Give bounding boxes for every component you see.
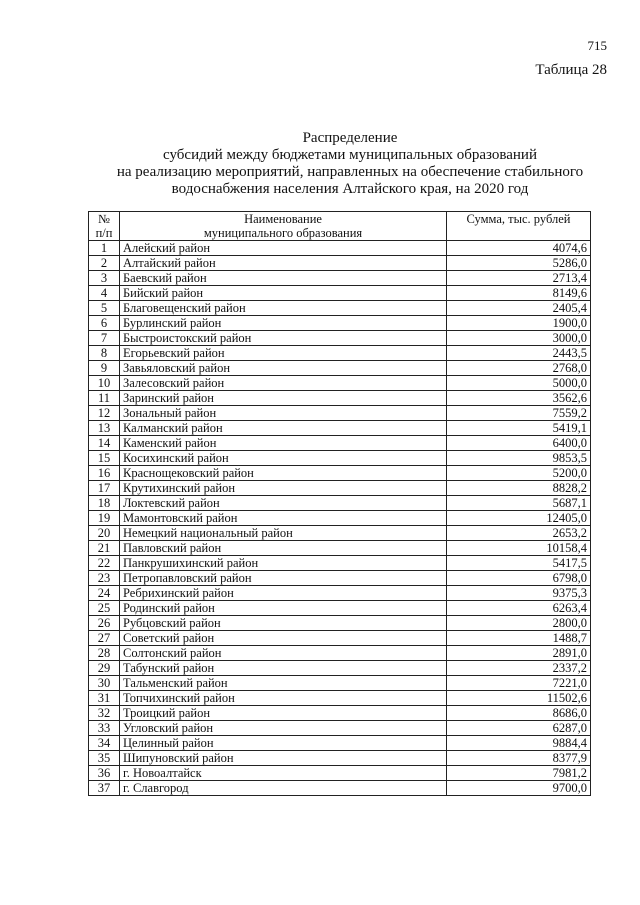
header-number (89, 212, 120, 241)
row-number: 7 (89, 331, 120, 346)
table-row (89, 736, 591, 751)
table-row (89, 556, 591, 571)
row-name: Егорьевский район (120, 346, 447, 361)
row-number: 25 (89, 601, 120, 616)
row-number: 12 (89, 406, 120, 421)
table-row (89, 766, 591, 781)
row-sum: 6287,0 (447, 721, 591, 736)
row-sum: 3000,0 (447, 331, 591, 346)
table-row (89, 646, 591, 661)
row-number: 15 (89, 451, 120, 466)
row-sum: 11502,6 (447, 691, 591, 706)
table-row (89, 271, 591, 286)
table-row (89, 256, 591, 271)
row-number: 24 (89, 586, 120, 601)
row-sum: 2337,2 (447, 661, 591, 676)
title-line: водоснабжения населения Алтайского края, на 2020 год (171, 181, 529, 197)
row-number: 2 (89, 256, 120, 271)
row-name: Угловский район (120, 721, 447, 736)
row-name: Немецкий национальный район (120, 526, 447, 541)
row-name: Рубцовский район (120, 616, 447, 631)
row-name: Шипуновский район (120, 751, 447, 766)
row-name: Благовещенский район (120, 301, 447, 316)
row-sum: 5419,1 (447, 421, 591, 436)
row-number: 31 (89, 691, 120, 706)
row-number: 5 (89, 301, 120, 316)
row-sum: 6798,0 (447, 571, 591, 586)
row-number: 19 (89, 511, 120, 526)
table-row (89, 601, 591, 616)
header-sum: Сумма, тыс. рублей (447, 212, 591, 241)
row-sum: 2891,0 (447, 646, 591, 661)
table-row (89, 406, 591, 421)
row-name: Заринский район (120, 391, 447, 406)
table-row (89, 751, 591, 766)
row-number: 10 (89, 376, 120, 391)
row-sum: 9375,3 (447, 586, 591, 601)
row-number: 14 (89, 436, 120, 451)
table-row (89, 511, 591, 526)
header-name-line2: муниципального образования (203, 226, 363, 240)
row-name: Табунский район (120, 661, 447, 676)
row-name: Панкрушихинский район (120, 556, 447, 571)
header-name (120, 212, 447, 241)
row-name: Родинский район (120, 601, 447, 616)
row-sum: 4074,6 (447, 241, 591, 256)
table-row (89, 496, 591, 511)
row-name: Завьяловский район (120, 361, 447, 376)
row-sum: 6400,0 (447, 436, 591, 451)
row-number: 13 (89, 421, 120, 436)
table-row (89, 481, 591, 496)
row-name: Солтонский район (120, 646, 447, 661)
row-name: Ребрихинский район (120, 586, 447, 601)
row-number: 20 (89, 526, 120, 541)
title-line: субсидий между бюджетами муниципальных образований (163, 147, 537, 163)
table-row (89, 631, 591, 646)
title-line: на реализацию мероприятий, направленных на обеспечение стабильного (116, 164, 584, 180)
row-number: 9 (89, 361, 120, 376)
row-sum: 9853,5 (447, 451, 591, 466)
row-sum: 5687,1 (447, 496, 591, 511)
row-sum: 10158,4 (447, 541, 591, 556)
row-sum: 9884,4 (447, 736, 591, 751)
table-row (89, 676, 591, 691)
table-row (89, 706, 591, 721)
row-number: 34 (89, 736, 120, 751)
row-sum: 8377,9 (447, 751, 591, 766)
row-name: Баевский район (120, 271, 447, 286)
table-row (89, 781, 591, 796)
row-name: Павловский район (120, 541, 447, 556)
row-sum: 5200,0 (447, 466, 591, 481)
table-header-row (89, 212, 591, 241)
row-sum: 9700,0 (447, 781, 591, 796)
row-number: 29 (89, 661, 120, 676)
table-row (89, 376, 591, 391)
table-row (89, 241, 591, 256)
table-row (89, 616, 591, 631)
row-number: 32 (89, 706, 120, 721)
row-sum: 1488,7 (447, 631, 591, 646)
row-sum: 2405,4 (447, 301, 591, 316)
row-number: 26 (89, 616, 120, 631)
row-sum: 2713,4 (447, 271, 591, 286)
row-name: г. Славгород (120, 781, 447, 796)
document-title (60, 130, 640, 198)
row-sum: 2800,0 (447, 616, 591, 631)
row-sum: 5286,0 (447, 256, 591, 271)
row-sum: 12405,0 (447, 511, 591, 526)
header-number-line1: № (98, 212, 110, 226)
row-name: Залесовский район (120, 376, 447, 391)
row-number: 22 (89, 556, 120, 571)
row-sum: 7559,2 (447, 406, 591, 421)
page-number: 715 (587, 38, 607, 53)
table-row (89, 586, 591, 601)
row-number: 4 (89, 286, 120, 301)
table-label: Таблица 28 (535, 62, 607, 78)
row-name: Косихинский район (120, 451, 447, 466)
table-row (89, 721, 591, 736)
row-number: 17 (89, 481, 120, 496)
row-sum: 3562,6 (447, 391, 591, 406)
row-name: Краснощековский район (120, 466, 447, 481)
row-number: 18 (89, 496, 120, 511)
row-name: Алтайский район (120, 256, 447, 271)
header-number-line2: п/п (95, 226, 113, 240)
table-row (89, 301, 591, 316)
row-number: 1 (89, 241, 120, 256)
row-number: 30 (89, 676, 120, 691)
table-body (89, 241, 591, 796)
row-sum: 8828,2 (447, 481, 591, 496)
table-row (89, 421, 591, 436)
table-row (89, 361, 591, 376)
row-number: 8 (89, 346, 120, 361)
row-name: Тальменский район (120, 676, 447, 691)
row-name: Петропавловский район (120, 571, 447, 586)
row-name: Крутихинский район (120, 481, 447, 496)
header-name-line1: Наименование (244, 212, 322, 226)
row-number: 28 (89, 646, 120, 661)
row-number: 16 (89, 466, 120, 481)
row-sum: 8149,6 (447, 286, 591, 301)
row-name: Топчихинский район (120, 691, 447, 706)
row-name: Каменский район (120, 436, 447, 451)
row-number: 23 (89, 571, 120, 586)
row-number: 35 (89, 751, 120, 766)
row-name: Целинный район (120, 736, 447, 751)
row-number: 37 (89, 781, 120, 796)
row-sum: 2443,5 (447, 346, 591, 361)
row-sum: 1900,0 (447, 316, 591, 331)
table-row (89, 316, 591, 331)
table-row (89, 691, 591, 706)
title-line: Распределение (302, 130, 398, 146)
table-row (89, 541, 591, 556)
table-row (89, 436, 591, 451)
row-name: Советский район (120, 631, 447, 646)
table-row (89, 391, 591, 406)
row-name: г. Новоалтайск (120, 766, 447, 781)
row-sum: 5417,5 (447, 556, 591, 571)
row-sum: 8686,0 (447, 706, 591, 721)
row-number: 3 (89, 271, 120, 286)
row-name: Бийский район (120, 286, 447, 301)
row-number: 21 (89, 541, 120, 556)
row-number: 33 (89, 721, 120, 736)
row-sum: 6263,4 (447, 601, 591, 616)
table-row (89, 661, 591, 676)
row-number: 6 (89, 316, 120, 331)
row-sum: 7981,2 (447, 766, 591, 781)
row-name: Быстроистокский район (120, 331, 447, 346)
row-sum: 2653,2 (447, 526, 591, 541)
row-name: Бурлинский район (120, 316, 447, 331)
row-sum: 5000,0 (447, 376, 591, 391)
table-row (89, 346, 591, 361)
row-name: Калманский район (120, 421, 447, 436)
table-row (89, 526, 591, 541)
row-sum: 7221,0 (447, 676, 591, 691)
row-name: Мамонтовский район (120, 511, 447, 526)
table-row (89, 571, 591, 586)
table-row (89, 466, 591, 481)
table-row (89, 286, 591, 301)
row-number: 11 (89, 391, 120, 406)
distribution-table (88, 211, 591, 796)
row-number: 36 (89, 766, 120, 781)
row-sum: 2768,0 (447, 361, 591, 376)
row-name: Локтевский район (120, 496, 447, 511)
table-row (89, 451, 591, 466)
table-row (89, 331, 591, 346)
row-name: Троицкий район (120, 706, 447, 721)
row-name: Зональный район (120, 406, 447, 421)
row-name: Алейский район (120, 241, 447, 256)
row-number: 27 (89, 631, 120, 646)
